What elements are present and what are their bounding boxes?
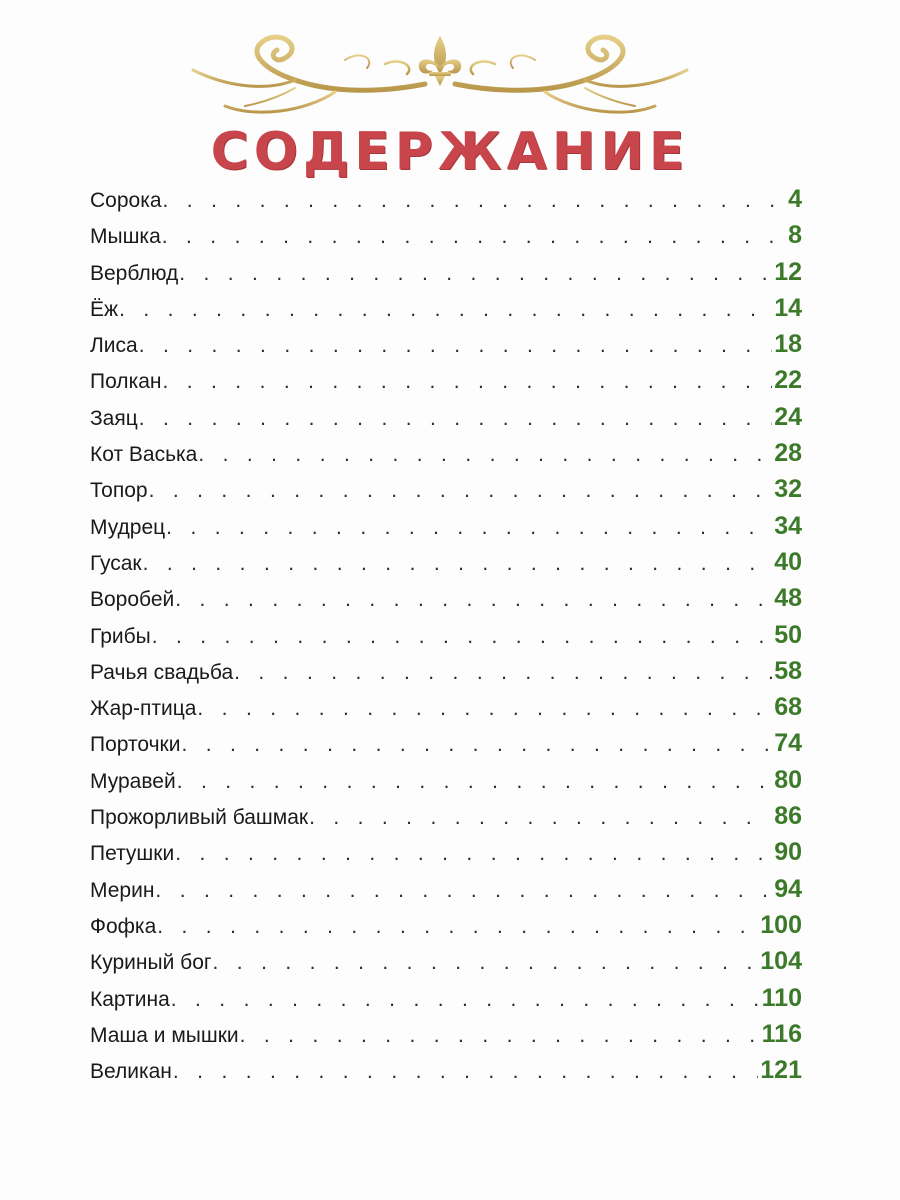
dot-leader [181,733,772,757]
toc-entry-page-number: 121 [760,1056,802,1085]
toc-entry-page-number: 18 [774,330,802,359]
toc-entry-page-number: 40 [774,547,802,576]
toc-entry [90,330,802,366]
toc-entry-title: Маша и мышки [90,1023,239,1047]
toc-entry [90,548,802,584]
toc-entry-title: Заяц [90,406,138,430]
toc-entry [90,475,802,511]
toc-entry-title: Грибы [90,624,151,648]
dot-leader [149,479,773,503]
toc-entry [90,621,802,657]
dot-leader [143,552,773,576]
toc-entry [90,984,802,1020]
toc-entry [90,512,802,548]
toc-entry-page-number: 110 [761,983,802,1012]
dot-leader [155,879,772,903]
toc-entry [90,766,802,802]
dot-leader [171,988,760,1012]
toc-entry [90,875,802,911]
dot-leader [157,915,758,939]
page-title: СОДЕРЖАНИЕ [210,122,690,182]
toc-entry [90,403,802,439]
toc-entry-page-number: 12 [774,257,802,286]
table-of-contents [90,185,802,1092]
toc-entry-title: Рачья свадьба [90,660,234,684]
dot-leader [179,262,772,286]
toc-entry-page-number: 86 [774,802,802,831]
toc-entry-title: Топор [90,479,148,503]
dot-leader [163,370,773,394]
toc-entry [90,729,802,765]
toc-entry-title: Петушки [90,842,175,866]
toc-entry-title: Полкан [90,370,162,394]
dot-leader [198,443,772,467]
dot-leader [309,806,772,830]
toc-entry-title: Кот Васька [90,443,198,467]
toc-entry-title: Ёж [90,297,119,321]
dot-leader [175,842,772,866]
toc-entry-page-number: 74 [774,729,802,758]
toc-entry [90,366,802,402]
toc-entry-title: Мудрец [90,515,166,539]
toc-entry-title: Муравей [90,769,176,793]
toc-entry-title: Фофка [90,914,157,938]
toc-entry [90,439,802,475]
dot-leader [177,770,773,794]
toc-entry-title: Великан [90,1060,172,1084]
dot-leader [139,334,772,358]
toc-entry-page-number: 68 [774,693,802,722]
toc-entry-page-number: 4 [788,185,802,213]
toc-entry [90,657,802,693]
dot-leader [139,407,772,431]
dot-leader [152,625,772,649]
toc-entry-title: Мышка [90,225,161,249]
toc-entry-page-number: 22 [774,366,802,395]
toc-entry-title: Куриный бог [90,951,212,975]
toc-entry-page-number: 104 [760,947,802,976]
toc-entry-title: Воробей [90,588,175,612]
toc-entry-title: Гусак [90,551,142,575]
toc-entry-page-number: 116 [761,1019,802,1048]
toc-entry-page-number: 24 [774,402,802,431]
toc-entry [90,584,802,620]
toc-entry-title: Жар-птица [90,697,197,721]
toc-entry [90,802,802,838]
toc-entry-title: Сорока [90,189,162,212]
toc-entry-page-number: 90 [774,838,802,867]
dot-leader [213,951,759,975]
dot-leader [166,516,772,540]
dot-leader [197,697,772,721]
dot-leader [240,1024,760,1048]
toc-entry-title: Порточки [90,733,181,757]
toc-entry [90,221,802,257]
toc-entry [90,911,802,947]
toc-entry-title: Мерин [90,878,155,902]
dot-leader [173,1060,758,1084]
toc-entry [90,1020,802,1056]
toc-entry-page-number: 58 [774,656,802,685]
dot-leader [162,225,786,249]
toc-entry-page-number: 34 [774,511,802,540]
toc-entry [90,185,802,221]
toc-entry [90,838,802,874]
toc-entry-page-number: 100 [760,910,802,939]
toc-entry-title: Прожорливый башмак [90,806,309,830]
dot-leader [163,189,787,213]
toc-entry-page-number: 14 [774,293,802,322]
toc-entry-title: Картина [90,987,170,1011]
toc-entry-page-number: 8 [788,221,802,250]
toc-entry [90,947,802,983]
toc-entry [90,693,802,729]
toc-entry-page-number: 50 [774,620,802,649]
toc-entry-title: Верблюд [90,261,179,285]
toc-entry-page-number: 48 [774,584,802,613]
toc-entry-page-number: 28 [774,439,802,468]
toc-entry [90,1056,802,1092]
toc-entry-page-number: 32 [774,475,802,504]
toc-entry [90,258,802,294]
toc-entry-page-number: 94 [774,874,802,903]
toc-entry-title: Лиса [90,334,138,358]
dot-leader [119,298,772,322]
dot-leader [175,588,772,612]
toc-entry-page-number: 80 [774,765,802,794]
flourish-ornament-icon [185,22,695,122]
dot-leader [234,661,772,685]
toc-entry [90,294,802,330]
